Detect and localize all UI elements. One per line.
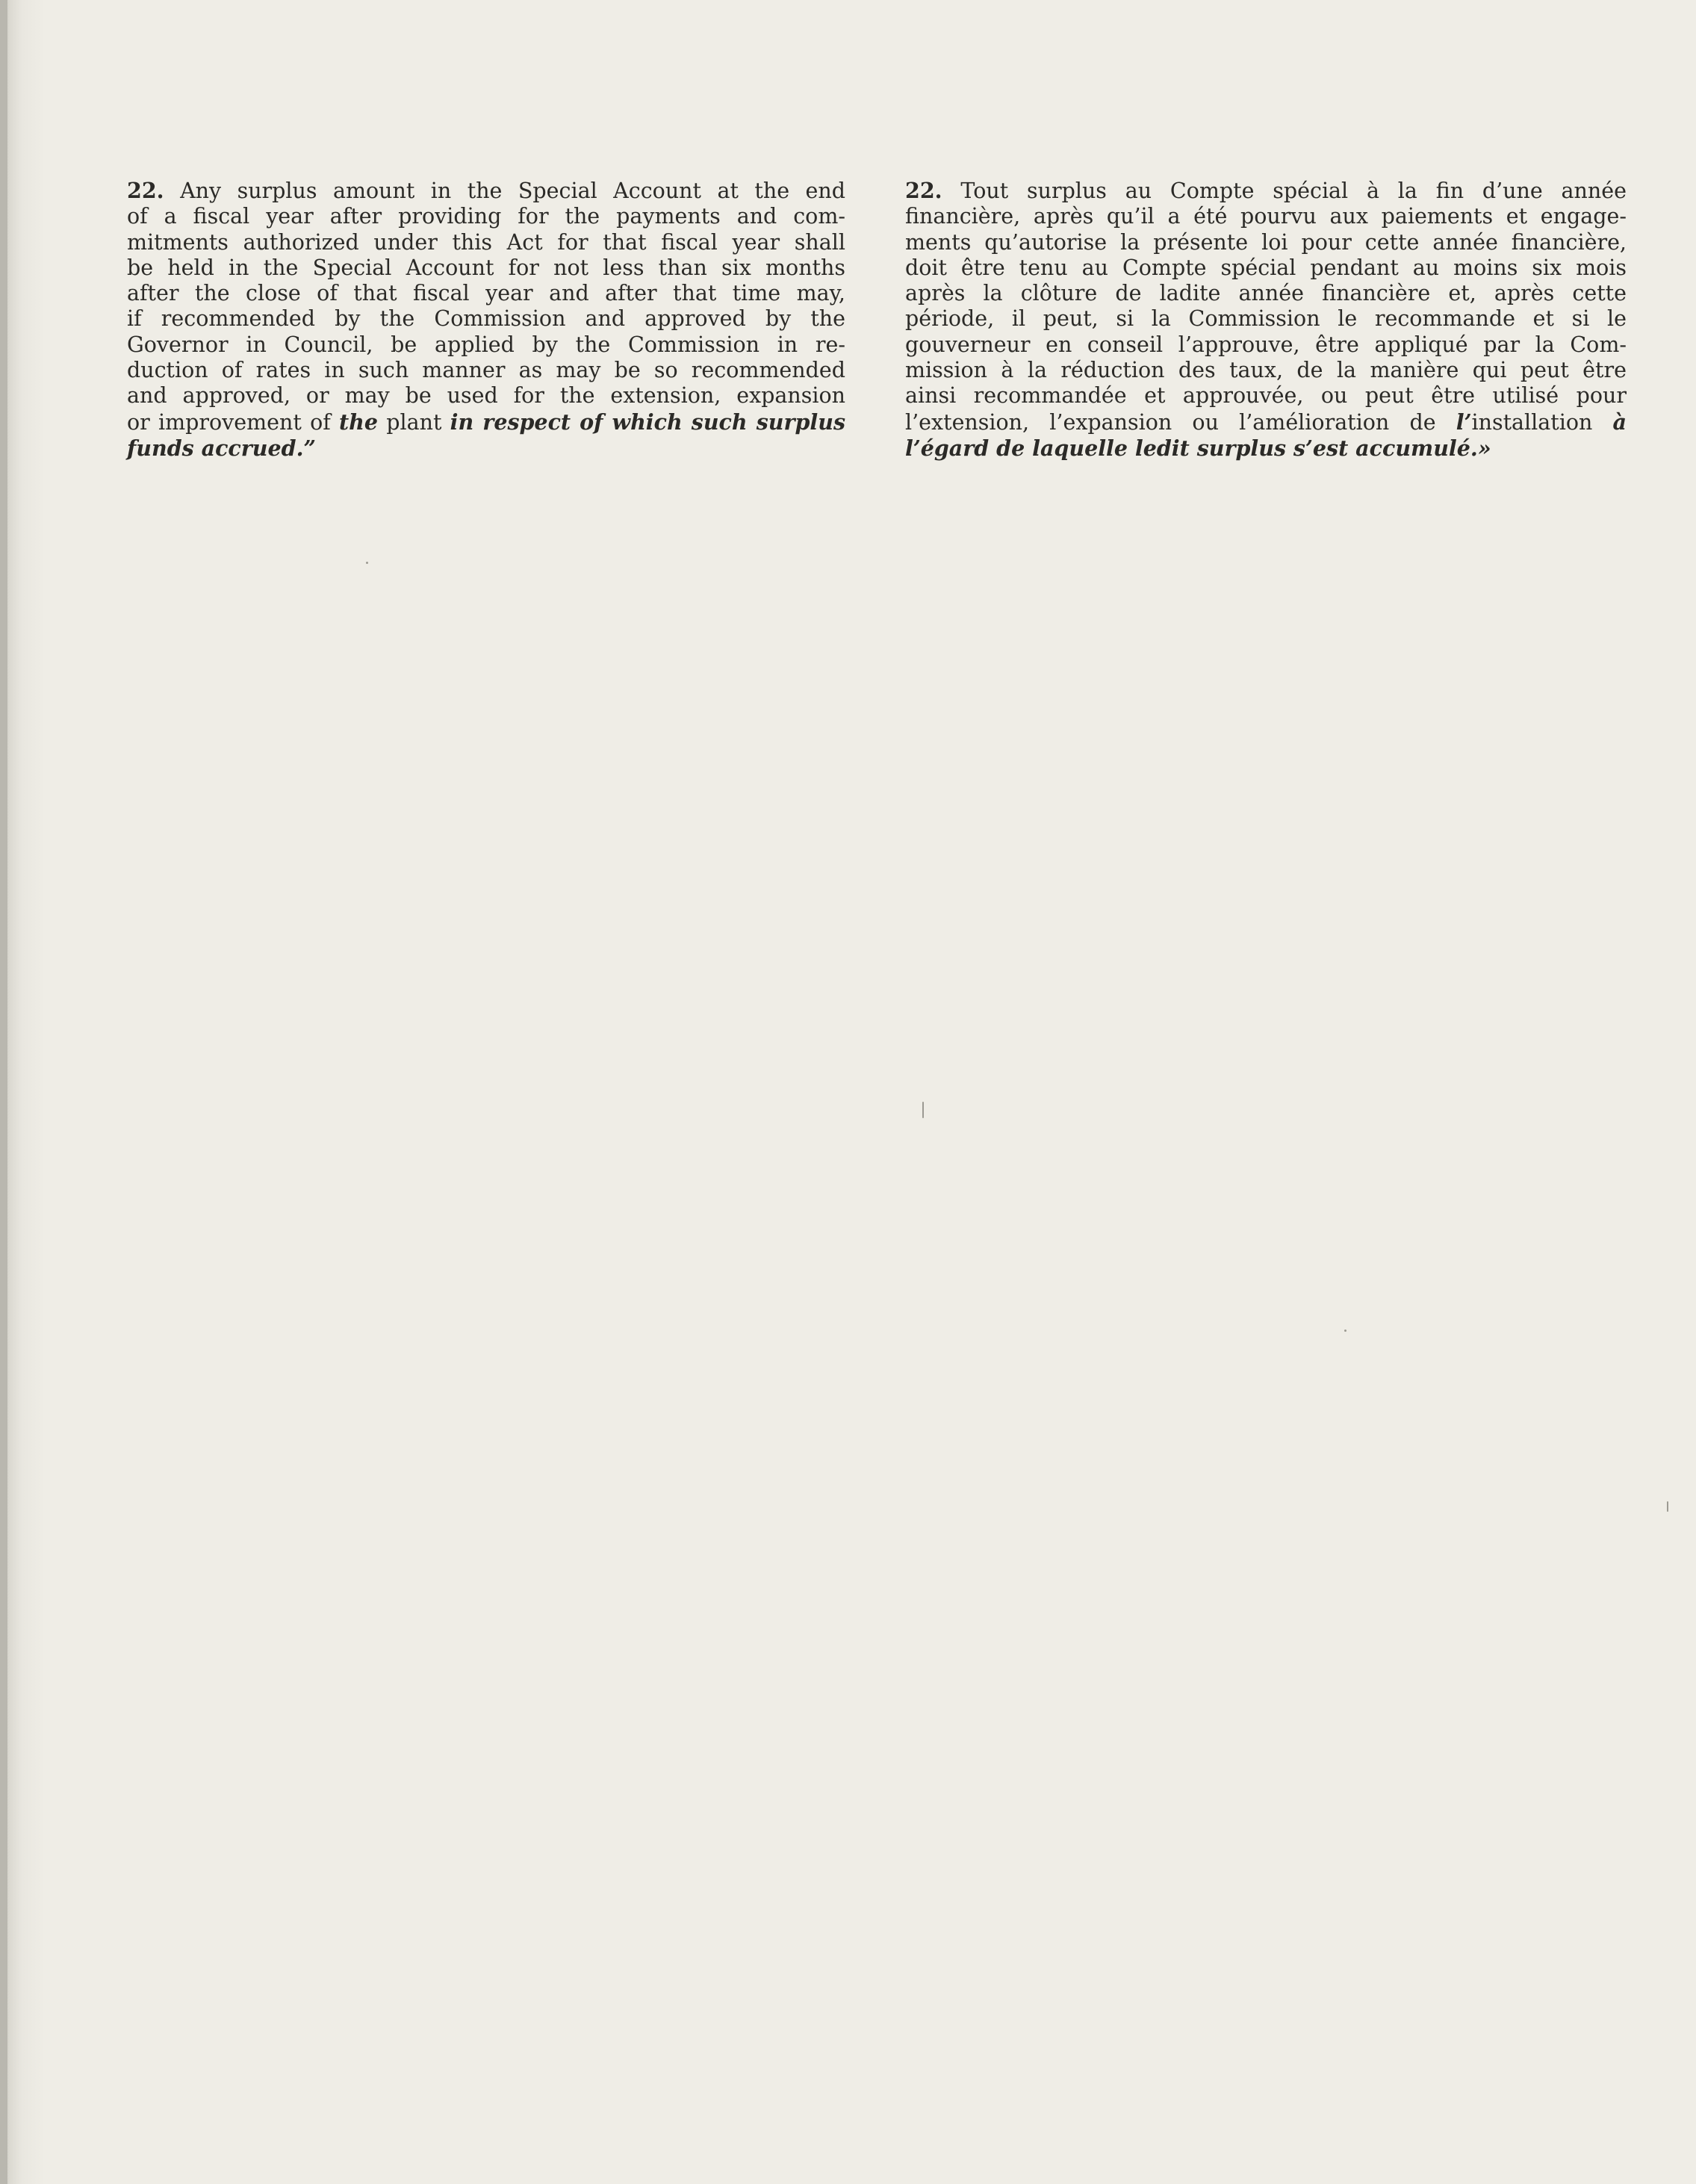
french-line-6: période, il peut, si la Commission le recommande et si le [905,306,1627,332]
paper-speck [1344,1330,1346,1332]
english-line-7: Governor in Council, be applied by the Commission in re- [127,332,845,357]
french-line-1: 22. Tout surplus au Compte spécial à la fin d’une année [905,178,1627,203]
english-line-2: of a fiscal year after providing for the payments and com- [127,204,845,229]
page-binding-edge [0,0,7,2184]
french-line-7: gouverneur en conseil l’approuve, être appliqué par la Com- [905,332,1627,357]
paper-speck [922,1102,924,1118]
paper-speck [366,562,368,564]
french-section-number: 22. [905,178,942,203]
english-line-11: funds accrued.” [127,435,316,461]
french-line-9: ainsi recommandée et approuvée, ou peut être utilisé pour [905,383,1627,409]
paper-speck [1667,1501,1668,1512]
french-column [905,178,1627,462]
french-line-5: après la clôture de ladite année financière et, après cette [905,281,1627,306]
french-line-4: doit être tenu au Compte spécial pendant au moins six mois [905,255,1627,280]
english-line-9: and approved, or may be used for the extension, expansion [127,383,845,409]
french-line-3: ments qu’autorise la présente loi pour cette année financière, [905,229,1627,255]
english-line-8: duction of rates in such manner as may be so recommended [127,358,845,383]
english-column [127,178,845,462]
english-line-3: mitments authorized under this Act for that fiscal year shall [127,229,845,255]
english-line-4: be held in the Special Account for not less than six months [127,255,845,280]
french-line-2: financière, après qu’il a été pourvu aux paiements et engage- [905,204,1627,229]
french-line-10: l’extension, l’expansion ou l’amélioration de l’installation à [905,409,1627,435]
english-line-6: if recommended by the Commission and approved by the [127,306,845,332]
english-line-1: 22. Any surplus amount in the Special Account at the end [127,178,845,203]
english-section-number: 22. [127,178,164,203]
english-line-10: or improvement of the plant in respect of which such surplus [127,409,846,435]
english-line-5: after the close of that fiscal year and after that time may, [127,281,845,306]
french-line-11: l’égard de laquelle ledit surplus s’est accumulé.» [905,435,1491,461]
french-line-8: mission à la réduction des taux, de la manière qui peut être [905,358,1627,383]
